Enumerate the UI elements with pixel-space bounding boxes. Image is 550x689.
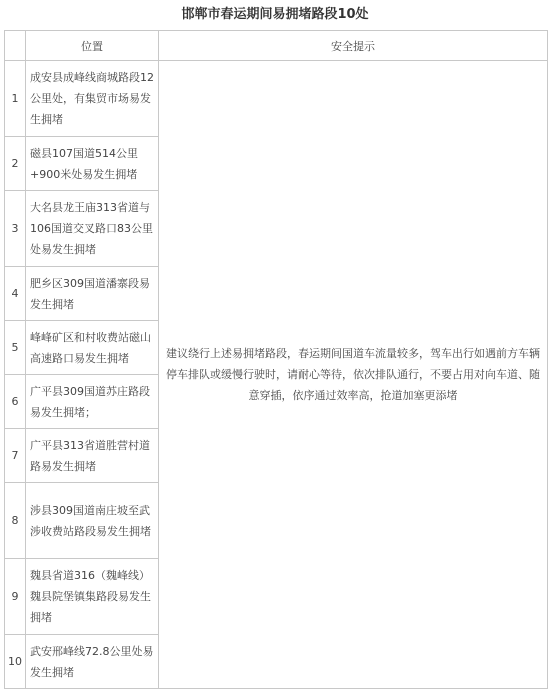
header-location: 位置 [26, 31, 159, 61]
row-number: 4 [5, 267, 26, 321]
congestion-table [4, 30, 548, 689]
row-location: 成安县成峰线商城路段12公里处，有集贸市场易发生拥堵 [26, 61, 159, 137]
row-number: 5 [5, 321, 26, 375]
row-number: 3 [5, 191, 26, 267]
row-number: 2 [5, 137, 26, 191]
row-number: 7 [5, 429, 26, 483]
row-location: 大名县龙王庙313省道与106国道交叉路口83公里处易发生拥堵 [26, 191, 159, 267]
row-location: 涉县309国道南庄坡至武涉收费站路段易发生拥堵 [26, 483, 159, 559]
safety-tip: 建议绕行上述易拥堵路段，春运期间国道车流量较多，驾车出行如遇前方车辆停车排队或缓慢行驶时，请耐心等待，依次排队通行，不要占用对向车道、随意穿插，依序通过效率高，抢道加塞更添堵 [159, 61, 548, 689]
row-location: 磁县107国道514公里+900米处易发生拥堵 [26, 137, 159, 191]
row-location: 肥乡区309国道潘寨段易发生拥堵 [26, 267, 159, 321]
row-number: 9 [5, 559, 26, 635]
row-number: 6 [5, 375, 26, 429]
table-row [5, 61, 548, 137]
row-number: 10 [5, 635, 26, 689]
row-location: 武安邢峰线72.8公里处易发生拥堵 [26, 635, 159, 689]
row-location: 广平县313省道胜营村道路易发生拥堵 [26, 429, 159, 483]
row-location: 峰峰矿区和村收费站磁山高速路口易发生拥堵 [26, 321, 159, 375]
row-location: 广平县309国道苏庄路段易发生拥堵； [26, 375, 159, 429]
row-number: 1 [5, 61, 26, 137]
header-safety-tip: 安全提示 [159, 31, 548, 61]
row-number: 8 [5, 483, 26, 559]
page-title: 邯郸市春运期间易拥堵路段10处 [181, 7, 369, 22]
row-location: 魏县省道316（魏峰线）魏县院堡镇集路段易发生拥堵 [26, 559, 159, 635]
header-index [5, 31, 26, 61]
table-header-row [5, 31, 548, 61]
